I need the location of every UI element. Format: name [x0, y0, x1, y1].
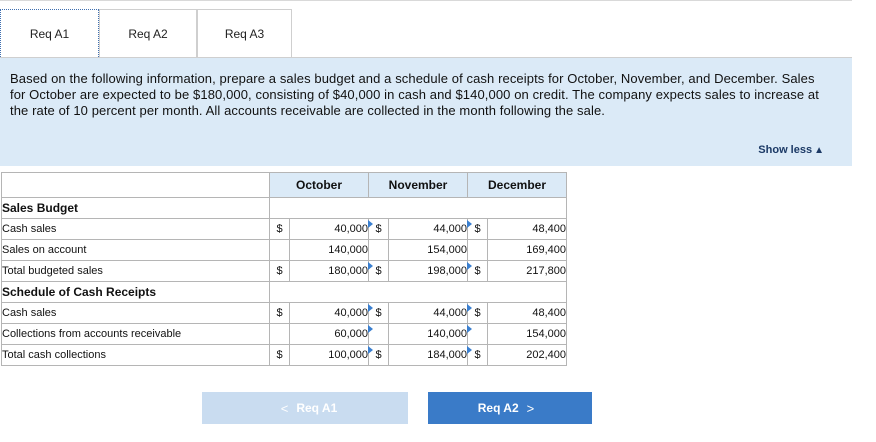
value: 48,400: [526, 307, 566, 319]
input-marker-icon: [467, 346, 472, 354]
currency-blank: [369, 240, 389, 261]
prev-req-label: Req A1: [296, 401, 338, 415]
table-row: [2, 261, 567, 282]
tab-req-a3[interactable]: Req A3: [197, 9, 292, 57]
currency-symbol: $: [369, 261, 389, 282]
total-sales-december[interactable]: [488, 261, 567, 282]
value: 154,000: [526, 328, 566, 340]
value: 140,000: [427, 328, 467, 340]
header-october: October: [270, 173, 369, 198]
currency-blank: [468, 240, 488, 261]
table-row: [2, 219, 567, 240]
collections-october[interactable]: [290, 324, 369, 345]
header-row: [2, 173, 567, 198]
input-marker-icon: [467, 325, 472, 333]
instructions-text: Based on the following information, prepare a sales budget and a schedule of cash receipts for October, November, and December. Sales for October are expected to be $180,000, consisting of $40,000 in cash and $140,000 on credit. The company expects sales to increase at the rate of 10 percent per month. All accounts receivable are collected in the month following the sale.: [10, 71, 819, 118]
sales-on-account-november[interactable]: [389, 240, 468, 261]
value: 40,000: [328, 223, 368, 235]
value: 154,000: [427, 244, 467, 256]
input-marker-icon: [368, 304, 373, 312]
cash-sales-november[interactable]: [389, 219, 468, 240]
value: 60,000: [328, 328, 368, 340]
prev-req-button[interactable]: [202, 392, 408, 424]
schedule-title: Schedule of Cash Receipts: [2, 282, 270, 303]
currency-symbol: $: [369, 219, 389, 240]
currency-symbol: $: [369, 345, 389, 366]
next-req-button[interactable]: [428, 392, 592, 424]
cash-sales-december[interactable]: [488, 219, 567, 240]
total-collections-december[interactable]: [488, 345, 567, 366]
sched-cash-sales-november[interactable]: [389, 303, 468, 324]
tab-req-a1[interactable]: Req A1: [0, 9, 99, 57]
row-label: Total budgeted sales: [2, 261, 270, 282]
section-filler: [270, 282, 567, 303]
value: 198,000: [427, 265, 467, 277]
sales-budget-title: Sales Budget: [2, 198, 270, 219]
value: 48,400: [526, 223, 566, 235]
table-row: [2, 303, 567, 324]
collections-december[interactable]: [488, 324, 567, 345]
show-less-link[interactable]: [758, 144, 824, 156]
table-row: [2, 240, 567, 261]
sales-on-account-october[interactable]: [290, 240, 369, 261]
total-sales-november[interactable]: [389, 261, 468, 282]
currency-symbol: $: [369, 303, 389, 324]
currency-symbol: $: [270, 261, 290, 282]
total-collections-october[interactable]: [290, 345, 369, 366]
row-label: Total cash collections: [2, 345, 270, 366]
value: 40,000: [328, 307, 368, 319]
row-label: Cash sales: [2, 219, 270, 240]
table-row: [2, 345, 567, 366]
caret-up-icon: ▲: [814, 145, 824, 156]
currency-symbol: $: [468, 261, 488, 282]
header-november: November: [369, 173, 468, 198]
input-marker-icon: [368, 346, 373, 354]
value: 140,000: [328, 244, 368, 256]
total-collections-november[interactable]: [389, 345, 468, 366]
currency-blank: [270, 324, 290, 345]
section-row: [2, 282, 567, 303]
value: 202,400: [526, 349, 566, 361]
header-blank: [2, 173, 270, 198]
sales-budget-table: [1, 172, 567, 366]
value: 180,000: [328, 265, 368, 277]
row-label: Sales on account: [2, 240, 270, 261]
value: 100,000: [328, 349, 368, 361]
show-less-label: Show less: [758, 144, 813, 156]
value: 184,000: [427, 349, 467, 361]
input-marker-icon: [467, 304, 472, 312]
currency-symbol: $: [270, 345, 290, 366]
currency-symbol: $: [270, 303, 290, 324]
total-sales-october[interactable]: [290, 261, 369, 282]
chevron-left-icon: <: [280, 400, 289, 416]
currency-symbol: $: [468, 219, 488, 240]
row-label: Cash sales: [2, 303, 270, 324]
currency-symbol: $: [468, 345, 488, 366]
value: 44,000: [427, 307, 467, 319]
currency-blank: [270, 240, 290, 261]
value: 169,400: [526, 244, 566, 256]
section-filler: [270, 198, 567, 219]
input-marker-icon: [368, 262, 373, 270]
currency-symbol: $: [270, 219, 290, 240]
next-req-label: Req A2: [477, 401, 519, 415]
input-marker-icon: [467, 262, 472, 270]
table-row: [2, 324, 567, 345]
collections-november[interactable]: [389, 324, 468, 345]
header-december: December: [468, 173, 567, 198]
top-divider: [0, 0, 852, 1]
value: 44,000: [427, 223, 467, 235]
sales-on-account-december[interactable]: [488, 240, 567, 261]
input-marker-icon: [467, 220, 472, 228]
cash-sales-october[interactable]: [290, 219, 369, 240]
input-marker-icon: [368, 220, 373, 228]
chevron-right-icon: >: [526, 400, 535, 416]
sched-cash-sales-december[interactable]: [488, 303, 567, 324]
sched-cash-sales-october[interactable]: [290, 303, 369, 324]
value: 217,800: [526, 265, 566, 277]
currency-symbol: $: [468, 303, 488, 324]
row-label: Collections from accounts receivable: [2, 324, 270, 345]
tab-req-a2[interactable]: Req A2: [99, 9, 197, 57]
section-row: [2, 198, 567, 219]
instructions-panel: [0, 58, 852, 166]
input-marker-icon: [368, 325, 373, 333]
